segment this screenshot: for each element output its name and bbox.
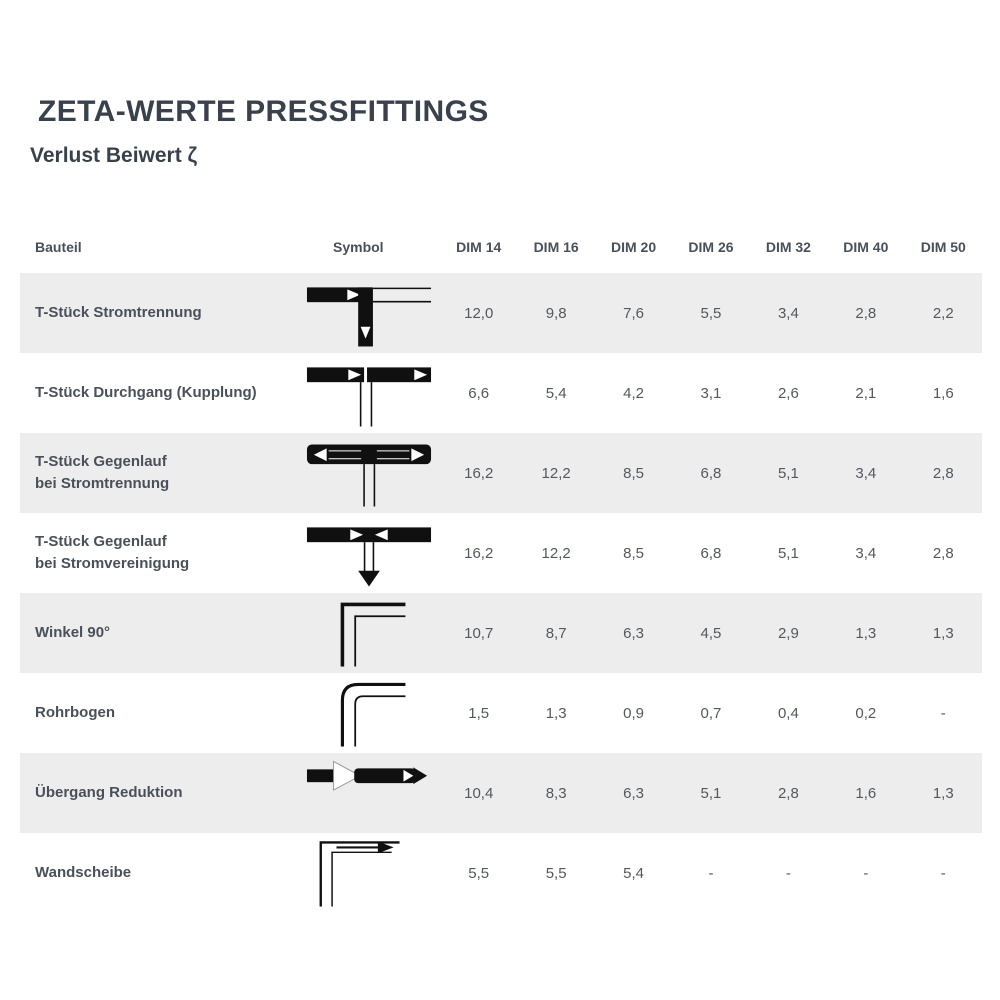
zeta-value: 2,8: [777, 784, 799, 802]
column-header-dim20: DIM 20: [610, 239, 657, 255]
zeta-values-table: [20, 221, 982, 913]
tee-counterflow-merge-icon: [305, 517, 433, 589]
zeta-value: 9,8: [545, 304, 567, 322]
zeta-value: -: [940, 704, 946, 722]
zeta-value: 8,7: [545, 624, 567, 642]
zeta-value: 0,7: [700, 704, 722, 722]
table-header-row: [20, 221, 982, 273]
table-row: [20, 353, 982, 433]
zeta-value: 5,5: [700, 304, 722, 322]
zeta-value: 2,8: [932, 544, 954, 562]
wall-plate-elbow-icon: [305, 837, 433, 909]
component-name: Winkel 90°: [35, 624, 111, 642]
table-row: [20, 753, 982, 833]
zeta-value: 4,5: [700, 624, 722, 642]
component-name: T-Stück Durchgang (Kupplung): [35, 384, 257, 402]
zeta-value: 1,3: [932, 624, 954, 642]
zeta-value: -: [708, 864, 714, 882]
component-name: Übergang Reduktion: [35, 784, 183, 802]
component-name-line2: bei Stromvereinigung: [35, 555, 190, 572]
zeta-value: 12,2: [541, 464, 571, 482]
pipe-bend-icon: [305, 677, 433, 749]
zeta-value: 16,2: [464, 544, 494, 562]
zeta-value: 0,2: [855, 704, 877, 722]
tee-counterflow-split-icon: [305, 437, 433, 509]
zeta-value: 6,8: [700, 464, 722, 482]
column-header-dim26: DIM 26: [688, 239, 734, 255]
zeta-value: -: [863, 864, 869, 882]
zeta-value: 2,1: [855, 384, 877, 402]
component-name: T-Stück Gegenlauf: [35, 533, 167, 551]
zeta-value: 2,6: [777, 384, 799, 402]
column-header-symbol: Symbol: [333, 239, 384, 255]
column-header-dim40: DIM 40: [843, 239, 889, 255]
table-row: [20, 673, 982, 753]
page-subtitle: Verlust Beiwert ζ: [30, 144, 198, 167]
zeta-value: 4,2: [623, 384, 644, 402]
column-header-dim32: DIM 32: [765, 239, 811, 255]
column-header-dim16: DIM 16: [533, 239, 579, 255]
component-name-line2: bei Stromtrennung: [35, 475, 170, 492]
zeta-value: 10,4: [464, 784, 494, 802]
tee-flow-through-icon: [305, 357, 433, 429]
table-row: [20, 833, 982, 913]
zeta-value: 1,5: [468, 704, 490, 722]
page-title: ZETA-WERTE PRESSFITTINGS: [38, 95, 489, 128]
zeta-value: 2,9: [777, 624, 799, 642]
zeta-value: 5,1: [777, 464, 799, 482]
zeta-value: 12,2: [541, 544, 571, 562]
zeta-value: 6,3: [623, 624, 644, 642]
zeta-value: 3,4: [777, 304, 799, 322]
component-name: Wandscheibe: [35, 864, 132, 882]
zeta-value: 7,6: [623, 304, 644, 322]
reducer-icon: [305, 757, 433, 829]
zeta-value: -: [940, 864, 946, 882]
component-name: Rohrbogen: [35, 704, 115, 722]
zeta-value: 8,5: [623, 464, 644, 482]
zeta-value: 3,4: [855, 464, 877, 482]
zeta-value: 6,3: [623, 784, 644, 802]
zeta-value: 3,4: [855, 544, 877, 562]
column-header-bauteil: Bauteil: [35, 239, 82, 255]
component-name: T-Stück Gegenlauf: [35, 453, 167, 471]
zeta-value: 5,1: [777, 544, 799, 562]
zeta-value: 16,2: [464, 464, 494, 482]
tee-flow-split-icon: [305, 277, 433, 349]
zeta-value: 1,6: [855, 784, 877, 802]
elbow-90-icon: [305, 597, 433, 669]
component-name: T-Stück Stromtrennung: [35, 304, 202, 322]
table-row: [20, 593, 982, 673]
zeta-value: 8,3: [545, 784, 567, 802]
zeta-value: 0,4: [777, 704, 799, 722]
zeta-value: 8,5: [623, 544, 644, 562]
zeta-value: 5,4: [545, 384, 567, 402]
zeta-value: 5,5: [545, 864, 567, 882]
zeta-value: 6,6: [468, 384, 490, 402]
zeta-value: 6,8: [700, 544, 722, 562]
zeta-value: 10,7: [464, 624, 494, 642]
zeta-value: 5,4: [623, 864, 644, 882]
zeta-value: 2,8: [855, 304, 877, 322]
zeta-value: 1,6: [932, 384, 954, 402]
zeta-value: 3,1: [700, 384, 722, 402]
zeta-value: 1,3: [545, 704, 567, 722]
zeta-value: 1,3: [855, 624, 877, 642]
column-header-dim50: DIM 50: [920, 239, 966, 255]
zeta-value: -: [785, 864, 791, 882]
table-row: [20, 433, 982, 513]
zeta-value: 1,3: [932, 784, 954, 802]
zeta-value: 5,1: [700, 784, 722, 802]
zeta-value: 0,9: [623, 704, 644, 722]
zeta-value: 2,8: [932, 464, 954, 482]
zeta-value: 5,5: [468, 864, 490, 882]
zeta-value: 12,0: [464, 304, 494, 322]
column-header-dim14: DIM 14: [456, 239, 502, 255]
zeta-value: 2,2: [932, 304, 954, 322]
table-row: [20, 273, 982, 353]
table-row: [20, 513, 982, 593]
